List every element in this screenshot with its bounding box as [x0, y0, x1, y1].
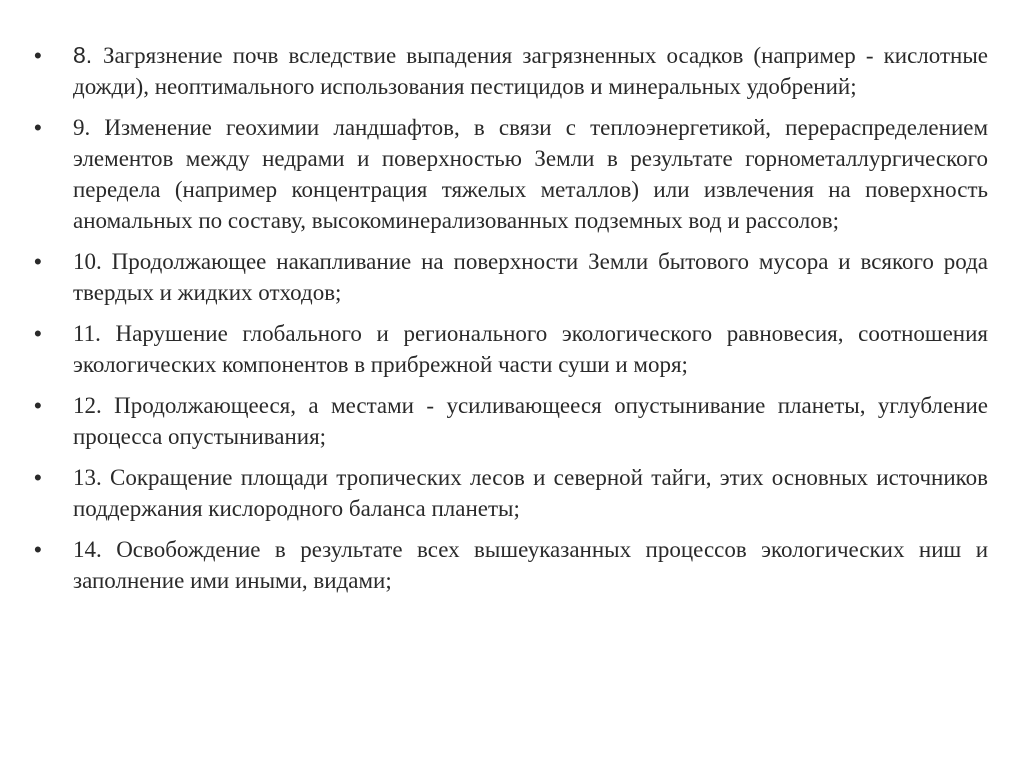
list-item [34, 462, 988, 524]
item-number: 13. [73, 465, 111, 490]
item-text: Продолжающее накапливание на поверхности Земли бытового мусора и всякого рода твердых и жидких отходов; [73, 249, 989, 305]
bullet-icon: • [34, 43, 42, 68]
bullet-icon: • [34, 465, 42, 490]
list-item [34, 534, 988, 596]
item-number: 14. [73, 537, 117, 562]
item-number: 9. [73, 115, 105, 140]
item-number: 8. [73, 42, 103, 68]
list-item [34, 40, 988, 102]
bullet-icon: • [34, 537, 42, 562]
list-item [34, 246, 988, 308]
bullet-icon: • [34, 115, 42, 140]
item-text: Нарушение глобального и регионального экологического равновесия, соотношения экологических компонентов в прибрежной части суши и моря; [73, 321, 988, 377]
list-item [34, 112, 988, 236]
item-text: Освобождение в результате всех вышеуказанных процессов экологических ниш и заполнение ими иными, видами; [73, 537, 988, 593]
item-number: 10. [73, 249, 112, 274]
item-text: Продолжающееся, а местами - усиливающееся опустынивание планеты, углубление процесса опустынивания; [73, 393, 989, 449]
item-number: 12. [73, 393, 115, 418]
list-item [34, 318, 988, 380]
bullet-icon: • [34, 393, 42, 418]
item-text: Сокращение площади тропических лесов и северной тайги, этих основных источников поддержания кислородного баланса планеты; [73, 465, 989, 521]
item-text: Загрязнение почв вследствие выпадения загрязненных осадков (например - кислотные дожди), неоптимального использования пестицидов и минеральных удобрений; [73, 43, 988, 99]
item-text: Изменение геохимии ландшафтов, в связи с теплоэнергетикой, перераспределением элементов между недрами и поверхностью Земли в результате горнометаллургического передела (например концентрация тяжелых металлов) или извлечения на поверхность аномальных по составу, высокоминерализованных подземных вод и рассолов; [73, 115, 989, 233]
list-item [34, 390, 988, 452]
bullet-list [34, 40, 988, 606]
item-number: 11. [73, 321, 116, 346]
bullet-icon: • [34, 249, 42, 274]
bullet-icon: • [34, 321, 42, 346]
